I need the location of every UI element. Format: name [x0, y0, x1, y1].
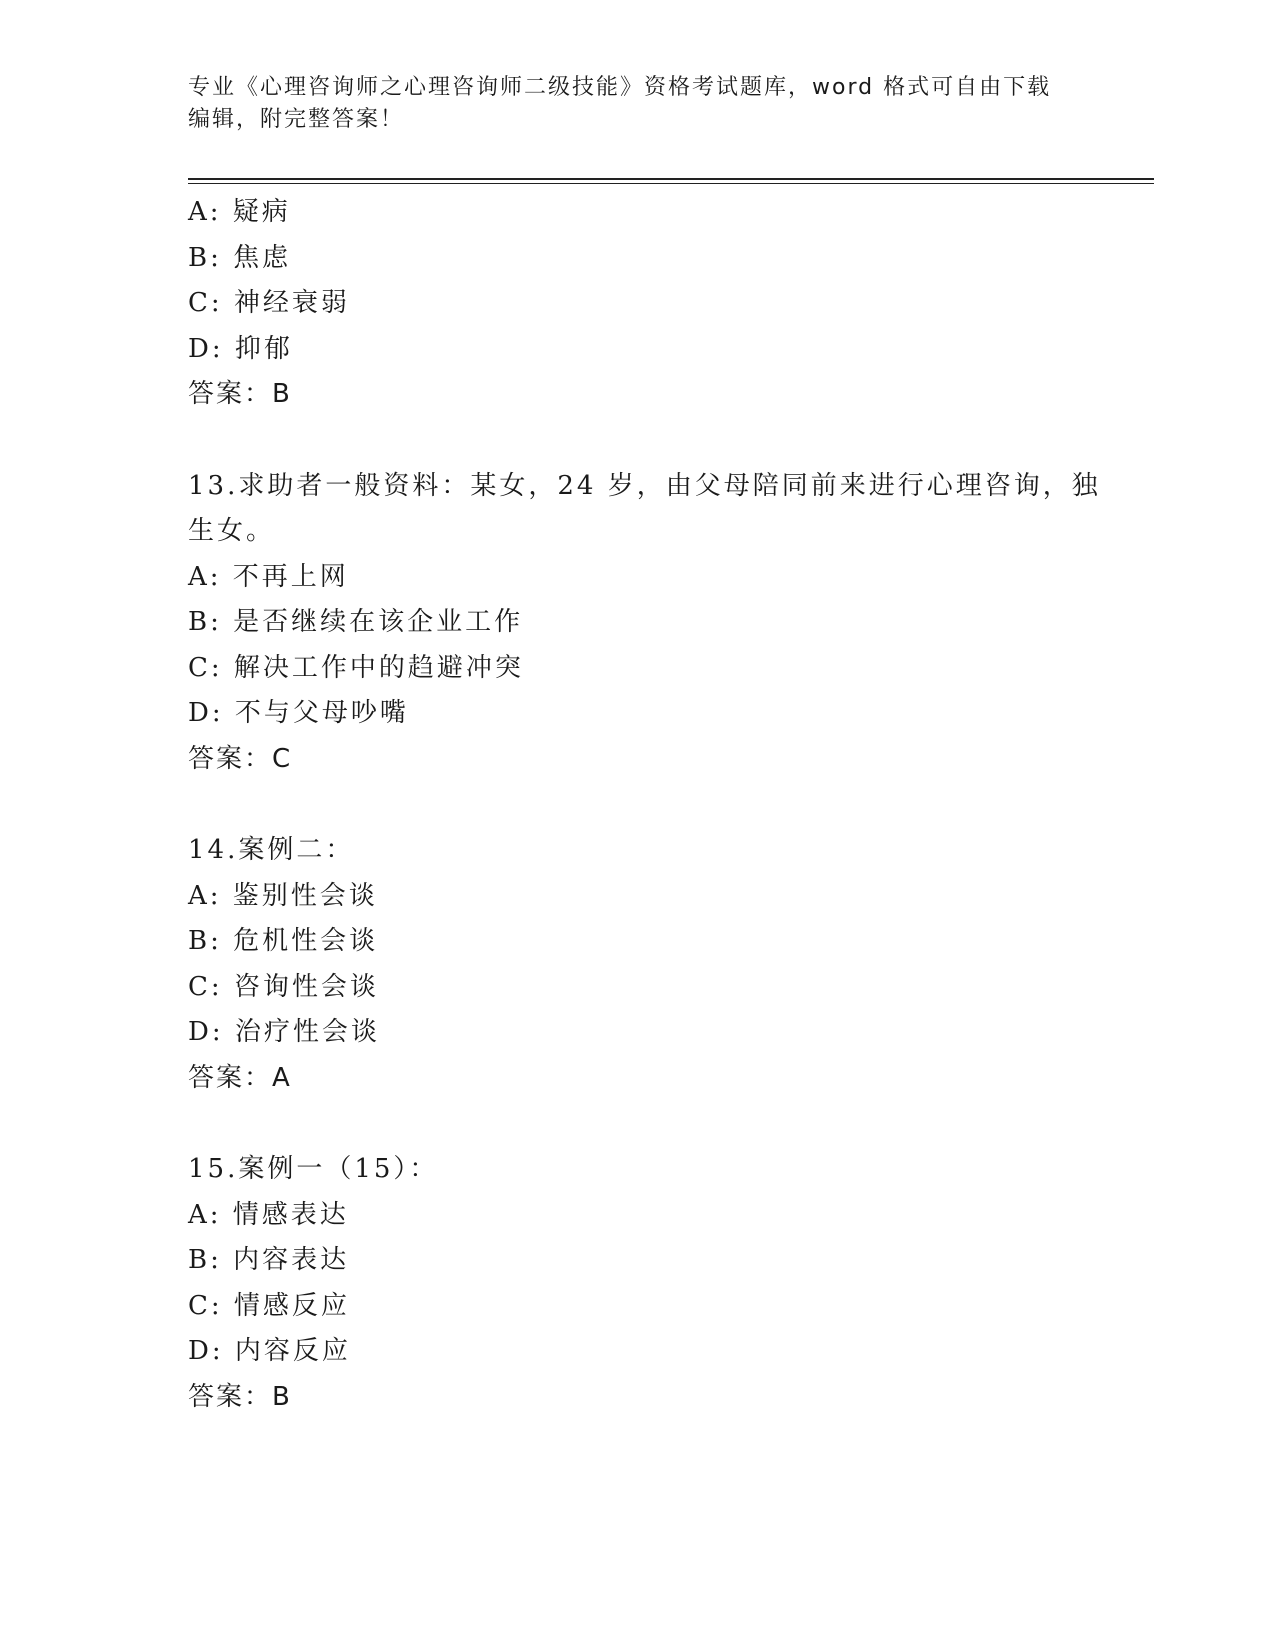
header-rule-thin — [188, 183, 1154, 184]
document-header — [188, 72, 1068, 136]
option-a: A: 疑病 — [188, 197, 291, 227]
option-b: B: 是否继续在该企业工作 — [188, 607, 524, 637]
option-b: B: 危机性会谈 — [188, 926, 379, 956]
option-d: D: 内容反应 — [188, 1336, 351, 1366]
question-stem: 14.案例二： — [188, 835, 355, 865]
option-b: B: 焦虑 — [188, 242, 292, 273]
option-d: D: 不与父母吵嘴 — [188, 698, 409, 728]
option-d: D: 治疗性会谈 — [188, 1017, 380, 1047]
answer: 答案：B — [188, 379, 292, 409]
question-list — [188, 190, 1101, 1420]
header-line-1: 专业《心理咨询师之心理咨询师二级技能》资格考试题库，word 格式可自由下载 — [188, 75, 1052, 100]
option-a: A: 情感表达 — [188, 1199, 349, 1230]
answer: 答案：B — [188, 1381, 292, 1412]
answer: 答案：A — [188, 1062, 292, 1093]
question-14 — [188, 828, 1088, 1101]
question-stem-line-1: 13.求助者一般资料：某女，24 岁，由父母陪同前来进行心理咨询，独 — [188, 470, 1101, 501]
option-a: A: 不再上网 — [188, 561, 349, 592]
option-d: D: 抑郁 — [188, 333, 293, 364]
option-c: C: 情感反应 — [188, 1290, 350, 1321]
option-c: C: 咨询性会谈 — [188, 971, 379, 1002]
question-13 — [188, 464, 1101, 783]
header-line-2: 编辑，附完整答案！ — [188, 107, 405, 132]
question-stem-line-2: 生女。 — [188, 516, 276, 546]
question-stem: 15.案例一（15）： — [188, 1154, 439, 1184]
question-12 — [188, 190, 1088, 418]
option-b: B: 内容表达 — [188, 1245, 350, 1275]
question-15 — [188, 1147, 1088, 1420]
option-c: C: 神经衰弱 — [188, 288, 350, 318]
answer: 答案：C — [188, 743, 293, 774]
option-a: A: 鉴别性会谈 — [188, 880, 378, 911]
header-rule-thick — [188, 178, 1154, 180]
option-c: C: 解决工作中的趋避冲突 — [188, 652, 524, 683]
